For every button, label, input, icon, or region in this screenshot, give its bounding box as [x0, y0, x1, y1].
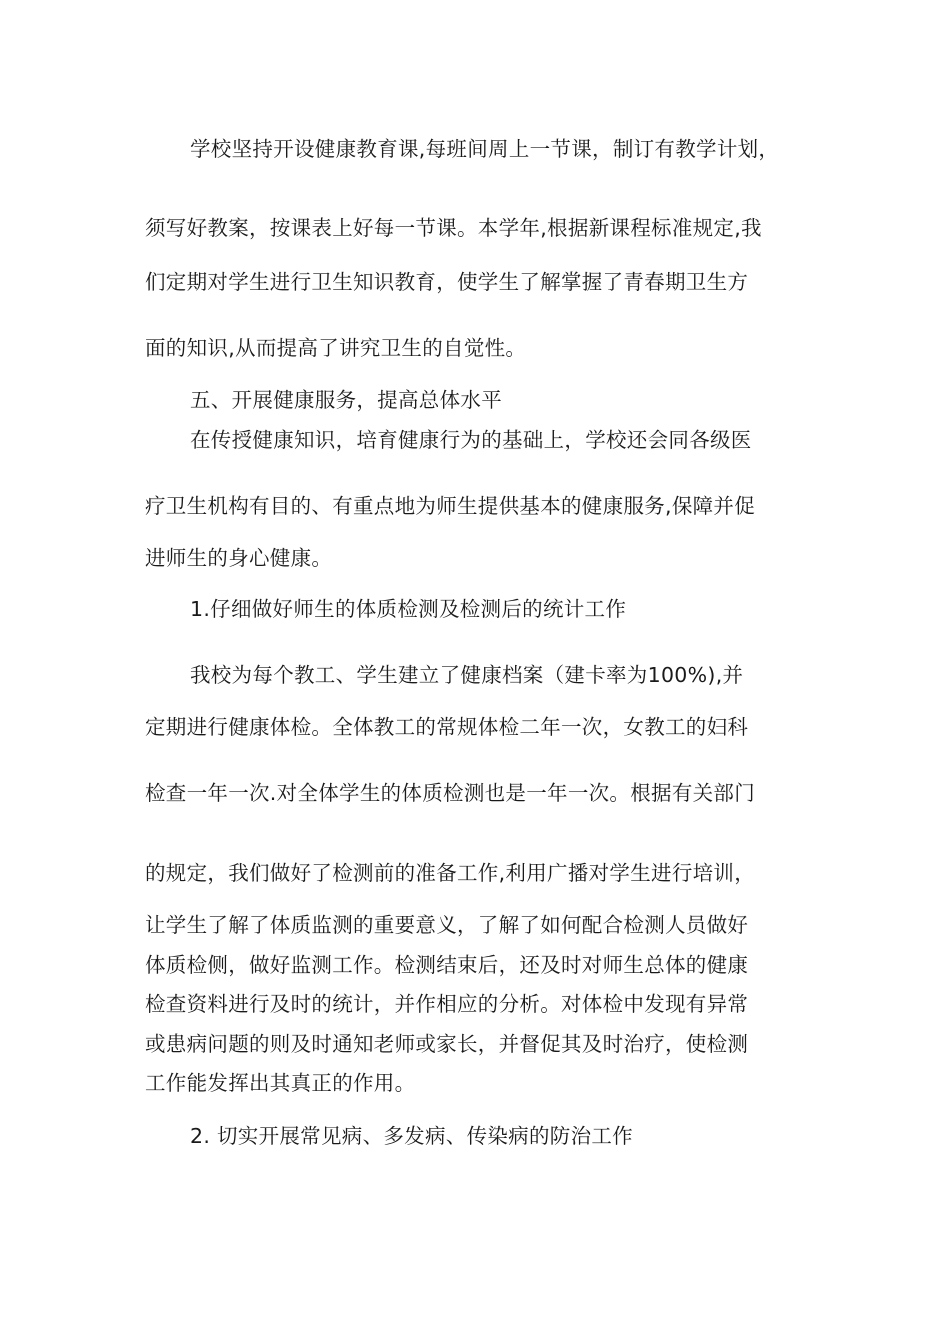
paragraph-line: 让学生了解了体质监测的重要意义，了解了如何配合检测人员做好 — [145, 913, 749, 937]
subsection-heading: 2. 切实开展常见病、多发病、传染病的防治工作 — [190, 1124, 633, 1148]
paragraph-line: 须写好教案，按课表上好每一节课。本学年,根据新课程标准规定,我 — [145, 216, 762, 240]
paragraph-line: 体质检侧，做好监测工作。检测结束后，还及时对师生总体的健康 — [145, 953, 749, 977]
paragraph-line: 学校坚持开设健康教育课,每班间周上一节课，制订有教学计划， — [190, 137, 780, 161]
section-heading: 五、开展健康服务，提高总体水平 — [190, 388, 502, 412]
paragraph-line: 疗卫生机构有目的、有重点地为师生提供基本的健康服务,保障并促 — [145, 494, 756, 518]
paragraph-line: 工作能发挥出其真正的作用。 — [145, 1071, 416, 1095]
paragraph-line: 在传授健康知识，培育健康行为的基础上，学校还会同各级医 — [190, 428, 752, 452]
subsection-heading: 1.仔细做好师生的体质检测及检测后的统计工作 — [190, 597, 627, 621]
paragraph-line: 检查资料进行及时的统计，并作相应的分析。对体检中发现有异常 — [145, 992, 749, 1016]
paragraph-line: 的规定，我们做好了检测前的准备工作,利用广播对学生进行培训， — [145, 861, 756, 885]
paragraph-line: 或患病问题的则及时通知老师或家长，并督促其及时治疗，使检测 — [145, 1032, 749, 1056]
paragraph-line: 进师生的身心健康。 — [145, 546, 333, 570]
paragraph-line: 我校为每个教工、学生建立了健康档案（建卡率为100%),并 — [190, 663, 744, 687]
paragraph-line: 检查一年一次.对全体学生的体质检测也是一年一次。根据有关部门 — [145, 781, 756, 805]
paragraph-line: 定期进行健康体检。全体教工的常规体检二年一次，女教工的妇科 — [145, 715, 749, 739]
paragraph-line: 们定期对学生进行卫生知识教育，使学生了解掌握了青春期卫生方 — [145, 270, 749, 294]
paragraph-line: 面的知识,从而提高了讲究卫生的自觉性。 — [145, 336, 527, 360]
